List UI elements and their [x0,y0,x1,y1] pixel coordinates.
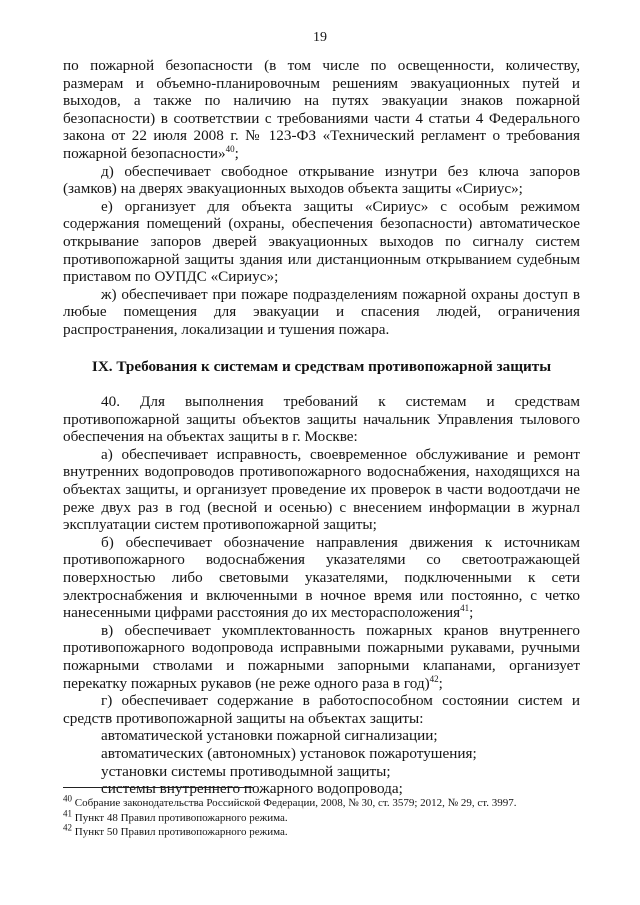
footnote-ref-40: 40 [225,143,235,154]
punctuation: ; [234,144,239,162]
footnote-number: 42 [63,822,72,833]
list-item: системы внутреннего пожарного водопровода; [101,780,403,798]
footnote-text: Пункт 48 Правил противопожарного режима. [72,811,288,824]
footnote-number: 40 [63,793,72,804]
item-b-text: б) обеспечивает обозначение направления движения к источникам противопожарного водоснабжения указателями со светоотражающей поверхностью либо световыми указателями, подключенными к сети электроснабжения и включенными в ночное время или постоянно, с четко нанесенными цифрами расстояния до их месторасположения [63,533,580,622]
item-a: а) обеспечивает исправность, своевременное обслуживание и ремонт внутренних водопроводов противопожарного водоснабжения, находящихся на объектах защиты, и организует проведение их проверок в части водоотдачи не реже двух раз в год (весной и осенью) с внесением информации в журнал эксплуатации систем противопожарной защиты; [63,445,580,534]
footnote-ref-41: 41 [460,603,470,614]
list-item: установки системы противодымной защиты; [101,762,391,780]
item-g: г) обеспечивает содержание в работоспособном состоянии систем и средств противопожарной защиты на объектах защиты: [63,692,580,727]
paragraph-continuation [63,57,580,163]
document-body [63,57,580,798]
item-zh: ж) обеспечивает при пожаре подразделениям пожарной охраны доступ в любые помещения для эвакуации и спасения людей, ограничения распространения, локализации и тушения пожара. [63,285,580,338]
punctuation: ; [469,604,474,622]
footnote-divider [63,787,253,788]
paragraph-40: 40. Для выполнения требований к системам и средствам противопожарной защиты объектов защиты начальник Управления тылового обеспечения на объектах защиты в г. Москве: [63,393,580,446]
list-item: автоматической установки пожарной сигнализации; [101,727,438,745]
section-heading: IX. Требования к системам и средствам противопожарной защиты [91,357,552,375]
punctuation: ; [438,674,443,692]
list-item: автоматических (автономных) установок пожаротушения; [101,744,477,762]
footnote-number: 41 [63,807,72,818]
item-b [63,534,580,622]
item-d: д) обеспечивает свободное открывание изнутри без ключа запоров (замков) на дверях эвакуационных выходов объекта защиты «Сириус»; [63,162,580,198]
footnote-42 [63,822,580,840]
footnote-ref-42: 42 [429,673,439,684]
item-v [63,622,580,692]
item-e: е) организует для объекта защиты «Сириус» с особым режимом содержания помещений (охраны, обеспечения безопасности) автоматическое открывание запоров дверей эвакуационных выходов по сигналу систем противопожарной защиты здания или дистанционным открыванием судебным приставом по ОУПДС «Сириус»; [63,197,580,286]
page-number: 19 [313,30,327,45]
footnote-text: Собрание законодательства Российской Федерации, 2008, № 30, ст. 3579; 2012, № 29, ст. 3997. [72,797,517,809]
footnotes [63,793,580,840]
footnote-41 [63,807,580,826]
paragraph-text: по пожарной безопасности (в том числе по освещенности, количеству, размерам и объемно-планировочным решениям эвакуационных путей и выходов, а также по наличию на путях эвакуации знаков пожарной безопасности) в соответствии с требованиями части 4 статьи 4 Федерального закона от 22 июля 2008 г. № 123-ФЗ «Технический регламент о требования пожарной безопасности» [63,57,580,162]
item-v-text: в) обеспечивает укомплектованность пожарных кранов внутреннего противопожарного водопровода исправными пожарными рукавами, ручными пожарными стволами и пожарными запорными клапанами, организует перекатку пожарных рукавов (не реже одного раза в год) [63,621,580,692]
footnote-40 [63,793,580,811]
footnote-text: Пункт 50 Правил противопожарного режима. [72,826,288,838]
